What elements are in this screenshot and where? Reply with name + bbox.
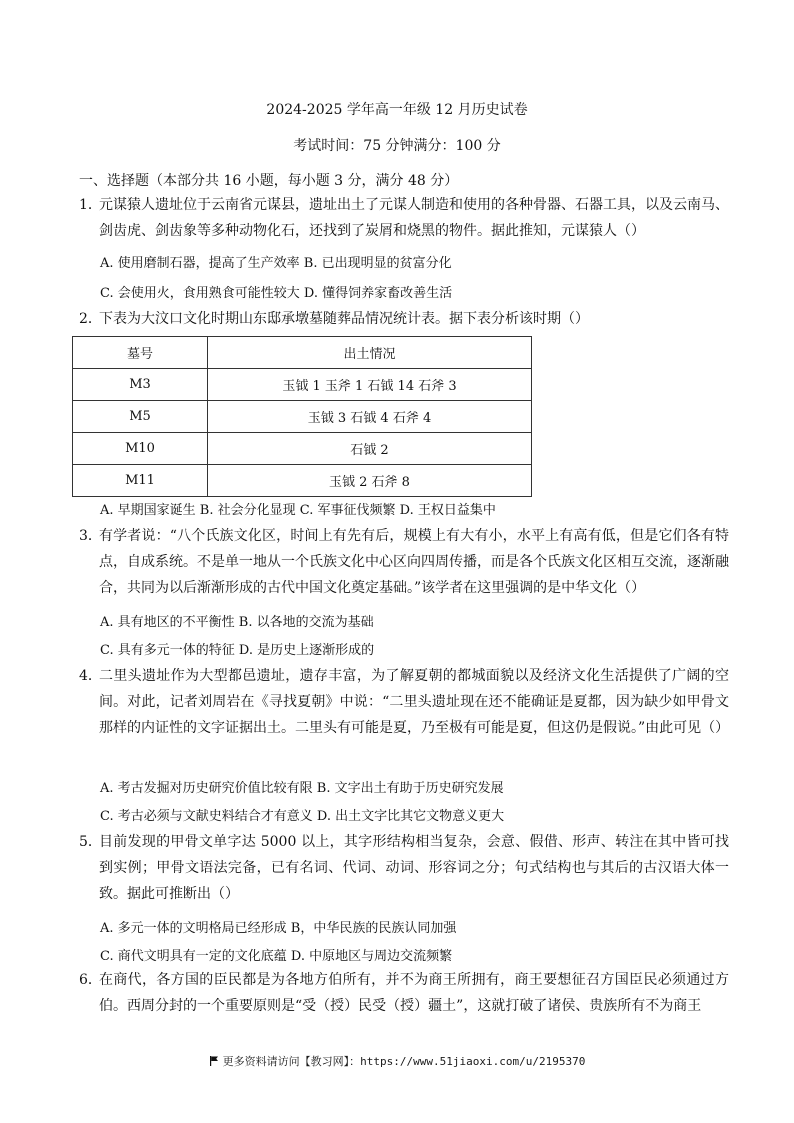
table-cell: 玉钺 3 石钺 4 石斧 4 <box>208 401 532 433</box>
question-6 <box>79 967 729 1019</box>
table-cell: 石钺 2 <box>208 433 532 465</box>
question-4 <box>79 663 729 741</box>
question-number: 4． <box>79 668 102 684</box>
question-4-options-line-2: C. 考古必须与文献史料结合才有意义 D. 出土文字比其它文物意义更大 <box>100 809 505 824</box>
section-heading: 一、选择题（本部分共 16 小题，每小题 3 分，满分 48 分） <box>79 173 459 189</box>
question-text: 有学者说：“八个氏族文化区，时间上有先有后，规模上有大有小，水平上有高有低，但是它们各有特点，自成系统。不是单一地从一个氏族文化中心区向四周传播，而是各个氏族文化区相互交流，逐渐融合，共同为以后渐渐形成的古代中国文化奠定基础。”该学者在这里强调的是中华文化（） <box>99 528 729 596</box>
question-1 <box>79 192 729 244</box>
table-header-items: 出土情况 <box>208 337 532 369</box>
table-cell: 玉钺 1 玉斧 1 石钺 14 石斧 3 <box>208 369 532 401</box>
question-3-options-line-2: C. 具有多元一体的特征 D. 是历史上逐渐形成的 <box>100 643 375 658</box>
question-1-options-line-2: C. 会使用火，食用熟食可能性较大 D. 懂得饲养家畜改善生活 <box>100 286 453 301</box>
table-row <box>73 401 532 433</box>
question-text: 目前发现的甲骨文单字达 5000 以上，其字形结构相当复杂，会意、假借、形声、转注在其中皆可找到实例；甲骨文语法完备，已有名词、代词、动词、形容词之分；句式结构也与其后的古汉语大体一致。据此可推断出（） <box>99 834 729 902</box>
question-4-options-line-1: A. 考古发掘对历史研究价值比较有限 B. 文字出土有助于历史研究发展 <box>100 781 504 796</box>
question-2 <box>79 306 729 332</box>
table-cell: M10 <box>73 433 208 465</box>
question-number: 1． <box>79 197 102 213</box>
flag-icon <box>209 1056 219 1066</box>
table-header-tomb: 墓号 <box>73 337 208 369</box>
burial-goods-table <box>72 336 532 497</box>
question-5 <box>79 829 729 907</box>
footer-link[interactable] <box>0 1053 794 1069</box>
table-row <box>73 433 532 465</box>
table-header-row <box>73 337 532 369</box>
question-number: 6． <box>79 972 102 988</box>
question-number: 3． <box>79 528 102 544</box>
footer-text: 更多资料请访问【教习网】：https://www.51jiaoxi.com/u/2195370 <box>222 1055 586 1068</box>
question-text: 元谋猿人遗址位于云南省元谋县，遗址出土了元谋人制造和使用的各种骨器、石器工具，以及云南马、剑齿虎、剑齿象等多种动物化石，还找到了炭屑和烧黑的物件。据此推知，元谋猿人（） <box>99 197 729 239</box>
question-5-options-line-2: C. 商代文明具有一定的文化底蕴 D. 中原地区与周边交流频繁 <box>100 949 453 964</box>
exam-title: 2024-2025 学年高一年级 12 月历史试卷 <box>266 102 528 118</box>
question-5-options-line-1: A. 多元一体的文明格局已经形成 B，中华民族的民族认同加强 <box>100 921 457 936</box>
table-cell: 玉钺 2 石斧 8 <box>208 465 532 497</box>
question-1-options-line-1: A. 使用磨制石器，提高了生产效率 B. 已出现明显的贫富分化 <box>100 256 452 271</box>
question-3 <box>79 523 729 601</box>
question-3-options-line-1: A. 具有地区的不平衡性 B. 以各地的交流为基础 <box>100 615 374 630</box>
question-2-options-line-1: A. 早期国家诞生 B. 社会分化显现 C. 军事征伐频繁 D. 王权日益集中 <box>100 503 496 518</box>
question-number: 5． <box>79 834 102 850</box>
table-row <box>73 465 532 497</box>
question-text: 二里头遗址作为大型都邑遗址，遗存丰富，为了解夏朝的都城面貌以及经济文化生活提供了广阔的空间。对此，记者刘周岩在《寻找夏朝》中说：“二里头遗址现在还不能确证是夏都，因为缺少如甲骨文那样的内证性的文字证据出土。二里头有可能是夏，乃至极有可能是夏，但这仍是假说。”由此可见（） <box>99 668 730 736</box>
table-cell: M3 <box>73 369 208 401</box>
question-number: 2． <box>79 311 102 327</box>
question-text: 下表为大汶口文化时期山东邸承墩墓随葬品情况统计表。据下表分析该时期（） <box>99 311 589 327</box>
table-cell: M11 <box>73 465 208 497</box>
table-row <box>73 369 532 401</box>
exam-subtitle: 考试时间：75 分钟满分：100 分 <box>293 138 501 154</box>
table-cell: M5 <box>73 401 208 433</box>
question-text: 在商代，各方国的臣民都是为各地方伯所有，并不为商王所拥有，商王要想征召方国臣民必须通过方伯。西周分封的一个重要原则是“受（授）民受（授）疆土”，这就打破了诸侯、贵族所有不为商王 <box>99 972 729 1014</box>
